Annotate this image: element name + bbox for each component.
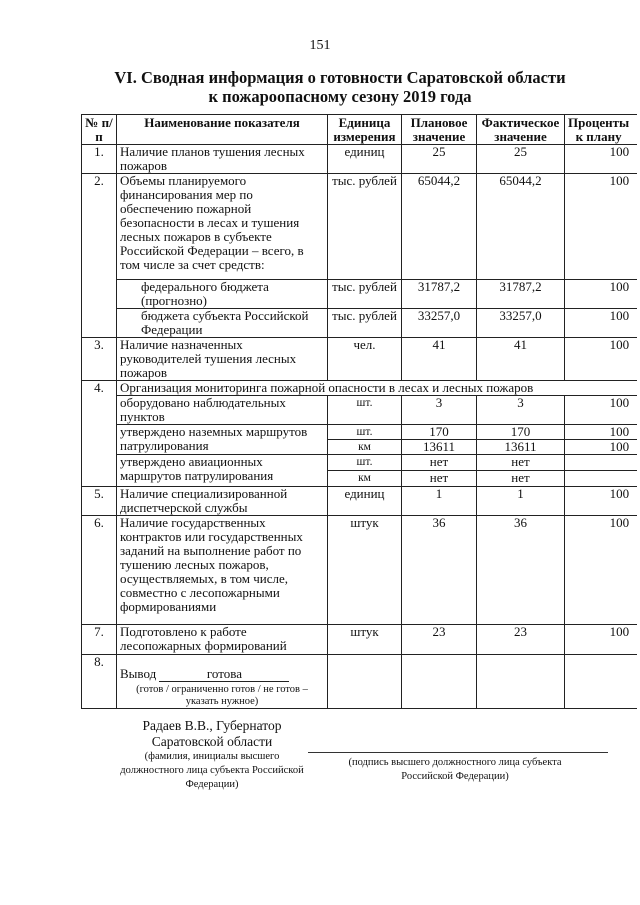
row-name: Наличие назначенных руководителей тушения лесных пожаров (117, 338, 328, 381)
row-unit (328, 655, 402, 709)
signatory-region: Саратовской области (151, 734, 273, 749)
subrow-plan: нет (402, 471, 477, 487)
subrow-name: бюджета субъекта Российской Федерации (117, 309, 328, 338)
row-fact: 1 (477, 487, 565, 516)
subrow-unit: тыс. рублей (328, 309, 402, 338)
row-name: Наличие специализированной диспетчерской службы (117, 487, 328, 516)
subrow-unit: шт. (328, 425, 402, 440)
header-plan: Плановое значение (402, 115, 477, 145)
subrow-plan: 13611 (402, 440, 477, 455)
header-pct: Проценты к плану (565, 115, 638, 145)
subrow-fact: 13611 (477, 440, 565, 455)
subrow-pct: 100 (565, 309, 638, 338)
row-plan: 36 (402, 516, 477, 625)
subrow-pct (565, 455, 638, 471)
row-pct: 100 (565, 338, 638, 381)
row-name: Наличие государственных контрактов или государственных заданий на выполнение работ по тушению лесных пожаров, осуществляемых, в том числе, совместно с лесопожарными формированиями (117, 516, 328, 625)
row-fact: 65044,2 (477, 174, 565, 280)
signatory-note: (фамилия, инициалы высшего должностного лица субъекта Российской Федерации) (120, 751, 304, 790)
subrow-pct (565, 471, 638, 487)
subrow-pct: 100 (565, 425, 638, 440)
subrow-fact: 170 (477, 425, 565, 440)
page-title (60, 68, 620, 106)
row-unit: штук (328, 625, 402, 655)
table-row (82, 174, 638, 280)
subrow-name: утверждено авиационных маршрутов патрулирования (117, 455, 328, 487)
header-unit: Единица измерения (328, 115, 402, 145)
subrow-unit: тыс. рублей (328, 280, 402, 309)
subrow-fact: нет (477, 455, 565, 471)
subrow-pct: 100 (565, 396, 638, 425)
table-header-row (82, 115, 638, 145)
row-num: 6. (82, 516, 117, 625)
signatory-block (112, 718, 312, 792)
subrow-fact: нет (477, 471, 565, 487)
subrow-name: утверждено наземных маршрутов патрулирования (117, 425, 328, 455)
row-fact: 36 (477, 516, 565, 625)
row-pct: 100 (565, 625, 638, 655)
subrow-plan: нет (402, 455, 477, 471)
row-plan: 41 (402, 338, 477, 381)
conclusion-label: Вывод (120, 666, 157, 681)
row-fact: 25 (477, 145, 565, 174)
title-line-2: к пожароопасному сезону 2019 года (208, 87, 472, 106)
subrow-unit: шт. (328, 455, 402, 471)
row-num: 7. (82, 625, 117, 655)
row-num: 5. (82, 487, 117, 516)
page-number: 151 (309, 38, 331, 53)
conclusion-note: (готов / ограниченно готов / не готов – указать нужное) (136, 684, 308, 707)
row-plan: 23 (402, 625, 477, 655)
subrow-unit: км (328, 440, 402, 455)
subrow-pct: 100 (565, 440, 638, 455)
table-row-conclusion (82, 655, 638, 709)
subrow-plan: 33257,0 (402, 309, 477, 338)
row-unit: чел. (328, 338, 402, 381)
conclusion-cell (117, 655, 328, 709)
row-pct: 100 (565, 174, 638, 280)
row-plan: 1 (402, 487, 477, 516)
row-pct: 100 (565, 487, 638, 516)
row-num: 8. (82, 655, 117, 709)
row-pct: 100 (565, 145, 638, 174)
subrow-plan: 31787,2 (402, 280, 477, 309)
subrow-plan: 3 (402, 396, 477, 425)
table-row (82, 516, 638, 625)
table-row (82, 625, 638, 655)
row-pct (565, 655, 638, 709)
subrow-name: федерального бюджета (прогнозно) (117, 280, 328, 309)
subrow-unit: шт. (328, 396, 402, 425)
subrow-unit: км (328, 471, 402, 487)
row-name: Наличие планов тушения лесных пожаров (117, 145, 328, 174)
readiness-table (81, 114, 637, 709)
conclusion-value: готова (159, 667, 289, 682)
row-unit: единиц (328, 145, 402, 174)
subrow-pct: 100 (565, 280, 638, 309)
row-num: 4. (82, 381, 117, 487)
row-num: 3. (82, 338, 117, 381)
table-row (82, 338, 638, 381)
table-subrow (82, 309, 638, 338)
subrow-fact: 3 (477, 396, 565, 425)
row-unit: тыс. рублей (328, 174, 402, 280)
row-num: 1. (82, 145, 117, 174)
table-subrow (82, 455, 638, 471)
subrow-fact: 31787,2 (477, 280, 565, 309)
table-row (82, 487, 638, 516)
header-fact: Фактическое значение (477, 115, 565, 145)
row-unit: единиц (328, 487, 402, 516)
row-unit: штук (328, 516, 402, 625)
signature-note: (подпись высшего должностного лица субъекта Российской Федерации) (348, 757, 562, 782)
row-name: Подготовлено к работе лесопожарных формирований (117, 625, 328, 655)
table-row (82, 381, 638, 396)
row-plan: 65044,2 (402, 174, 477, 280)
row-pct: 100 (565, 516, 638, 625)
subrow-plan: 170 (402, 425, 477, 440)
row-name: Объемы планируемого финансирования мер по обеспечению пожарной безопасности в лесах и тушения лесных пожаров в субъекте Российской Федерации – всего, в том числе за счет средств: (117, 174, 328, 280)
header-name: Наименование показателя (117, 115, 328, 145)
conclusion-field (120, 655, 324, 682)
subrow-name: оборудовано наблюдательных пунктов (117, 396, 328, 425)
table-subrow (82, 396, 638, 425)
row-plan (402, 655, 477, 709)
table-subrow (82, 425, 638, 440)
header-num: № п/п (82, 115, 117, 145)
row-fact: 23 (477, 625, 565, 655)
row-num: 2. (82, 174, 117, 338)
subrow-fact: 33257,0 (477, 309, 565, 338)
row-plan: 25 (402, 145, 477, 174)
signatory-name: Радаев В.В., Губернатор (142, 718, 282, 733)
signature-line (308, 752, 608, 753)
row-name: Организация мониторинга пожарной опасности в лесах и лесных пожаров (117, 381, 638, 396)
table-row (82, 145, 638, 174)
table-subrow (82, 280, 638, 309)
row-fact: 41 (477, 338, 565, 381)
title-line-1: VI. Сводная информация о готовности Саратовской области (114, 68, 566, 87)
row-fact (477, 655, 565, 709)
